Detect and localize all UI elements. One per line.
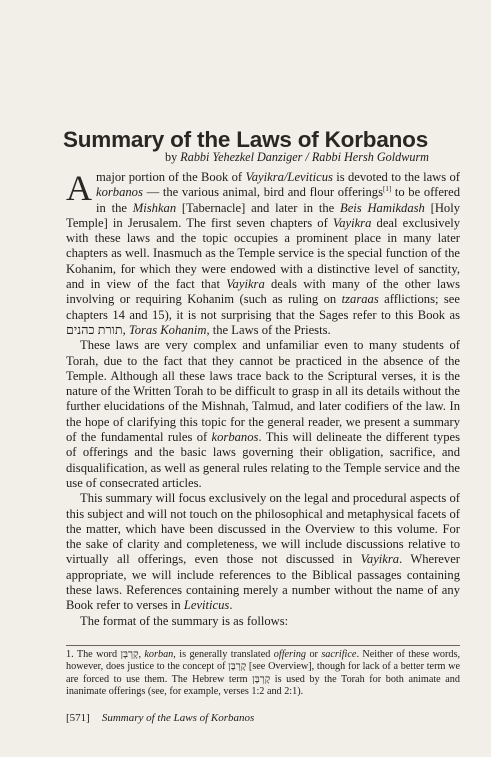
byline: [165, 150, 429, 165]
italic-run: Toras Kohanim: [128, 322, 207, 337]
text-run: — the various animal, bird and flour offerings: [142, 185, 383, 200]
hebrew-term: קָרְבָּן: [252, 673, 271, 685]
italic-run: Vayikra: [360, 552, 400, 567]
text-run: . Wherever appropriate, we will include references to the Biblical passages containing these laws. References containing merely a number without the name of any Book refer to verses in: [66, 552, 460, 613]
paragraph-1: [66, 170, 460, 338]
text-run: , the Laws of the Priests.: [206, 322, 331, 337]
hebrew-term: תורת כהנים: [66, 322, 123, 337]
italic-run: Vayikra: [226, 277, 265, 292]
page-number: [571]: [66, 712, 90, 724]
italic-run: offering: [273, 649, 307, 660]
text-run: 1. The word: [66, 649, 121, 660]
text-run: ,: [122, 322, 129, 337]
italic-run: Beis Hamikdash: [340, 200, 425, 215]
italic-run: Vayikra: [332, 215, 372, 230]
paragraph-2: [66, 338, 460, 491]
text-run: [Holy Temple] in Jerusalem. The first seven chapters of: [66, 200, 461, 230]
text-run: These laws are very complex and unfamiliar even to many students of Torah, due to the fact that they cannot be practiced in the absence of the Temple. Although all these laws trace back to the Scriptural verses, it is the nature of the Written Torah to be difficult to grasp in all its details without the further elucidations of the Mishnah, Talmud, and later codifiers of the law. In the hope of clarifying this topic for the general reader, we present a summary of the fundamental rules of: [66, 338, 460, 445]
text-run: afflictions; see chapters 14 and 15), it is not surprising that the Sages refer to this Book as: [66, 292, 460, 322]
hebrew-term: קָרְבָּן: [228, 661, 247, 673]
italic-run: sacrifice: [321, 649, 357, 660]
chapter-title: Summary of the Laws of Korbanos: [62, 127, 429, 153]
body-text: [66, 170, 460, 629]
paragraph-4: [66, 614, 460, 629]
italic-run: Mishkan: [132, 200, 177, 215]
text-run: ,: [138, 649, 145, 660]
text-run: to be offered in the: [96, 185, 461, 215]
text-run: .: [229, 598, 233, 613]
italic-run: tzaraas: [341, 292, 379, 307]
italic-run: Leviticus: [183, 598, 230, 613]
text-run: , is generally translated: [173, 649, 274, 660]
italic-run: korban: [144, 649, 174, 660]
byline-prefix: by: [165, 150, 181, 164]
text-run: [see Overview], though for lack of a better term we are forced to use them. The Hebrew term: [66, 661, 461, 685]
italic-run: Vayikra/Leviticus: [245, 170, 333, 184]
page-footer: [66, 712, 254, 724]
italic-run: korbanos: [96, 185, 143, 200]
text-run: . Neither of these words, however, does justice to the concept of: [66, 649, 461, 673]
hebrew-term: קָרְבָּן: [120, 649, 139, 660]
text-run: [Tabernacle] and later in the: [176, 200, 340, 215]
footnote-divider: [66, 645, 460, 646]
text-run: deal exclusively with these laws and the topic occupies a prominent place in many later chapters as well. Inasmuch as the Temple service is the special function of the Kohanim, for which they were endowed with a distinctive level of sanctity, and in view of the fact that: [66, 215, 460, 292]
text-run: The format of the summary is as follows:: [80, 613, 289, 628]
text-run: is used by the Torah for both animate and inanimate offerings (see, for example, verses 1:2 and 2:1).: [66, 673, 460, 698]
drop-cap: A: [66, 168, 92, 208]
text-run: major portion of the Book of: [96, 170, 246, 184]
text-run: or: [306, 649, 322, 660]
footnote-marker: [1]: [382, 185, 392, 194]
text-run: This summary will focus exclusively on the legal and procedural aspects of this subject and will not touch on the philosophical and metaphysical facets of the matter, which have been discussed in the Overview to this volume. For the sake of clarity and completeness, we will include discussions relative to virtually all offerings, even those not discussed in: [66, 491, 460, 567]
running-title: Summary of the Laws of Korbanos: [101, 712, 255, 724]
italic-run: korbanos: [211, 430, 259, 445]
paragraph-3: [66, 491, 460, 613]
byline-authors: Rabbi Yehezkel Danziger / Rabbi Hersh Goldwurm: [180, 150, 429, 164]
text-run: . This will delineate the different types of offerings and the basic laws governing their obligation, sacrifice, and disqualification, as well as general rules relating to the Temple service and the use of consecrated articles.: [66, 430, 460, 490]
text-run: is devoted to the laws of: [332, 170, 460, 184]
text-run: deals with many of the other laws involving or requiring Kohanim (such as ruling on: [66, 277, 460, 307]
footnote: [66, 649, 460, 699]
